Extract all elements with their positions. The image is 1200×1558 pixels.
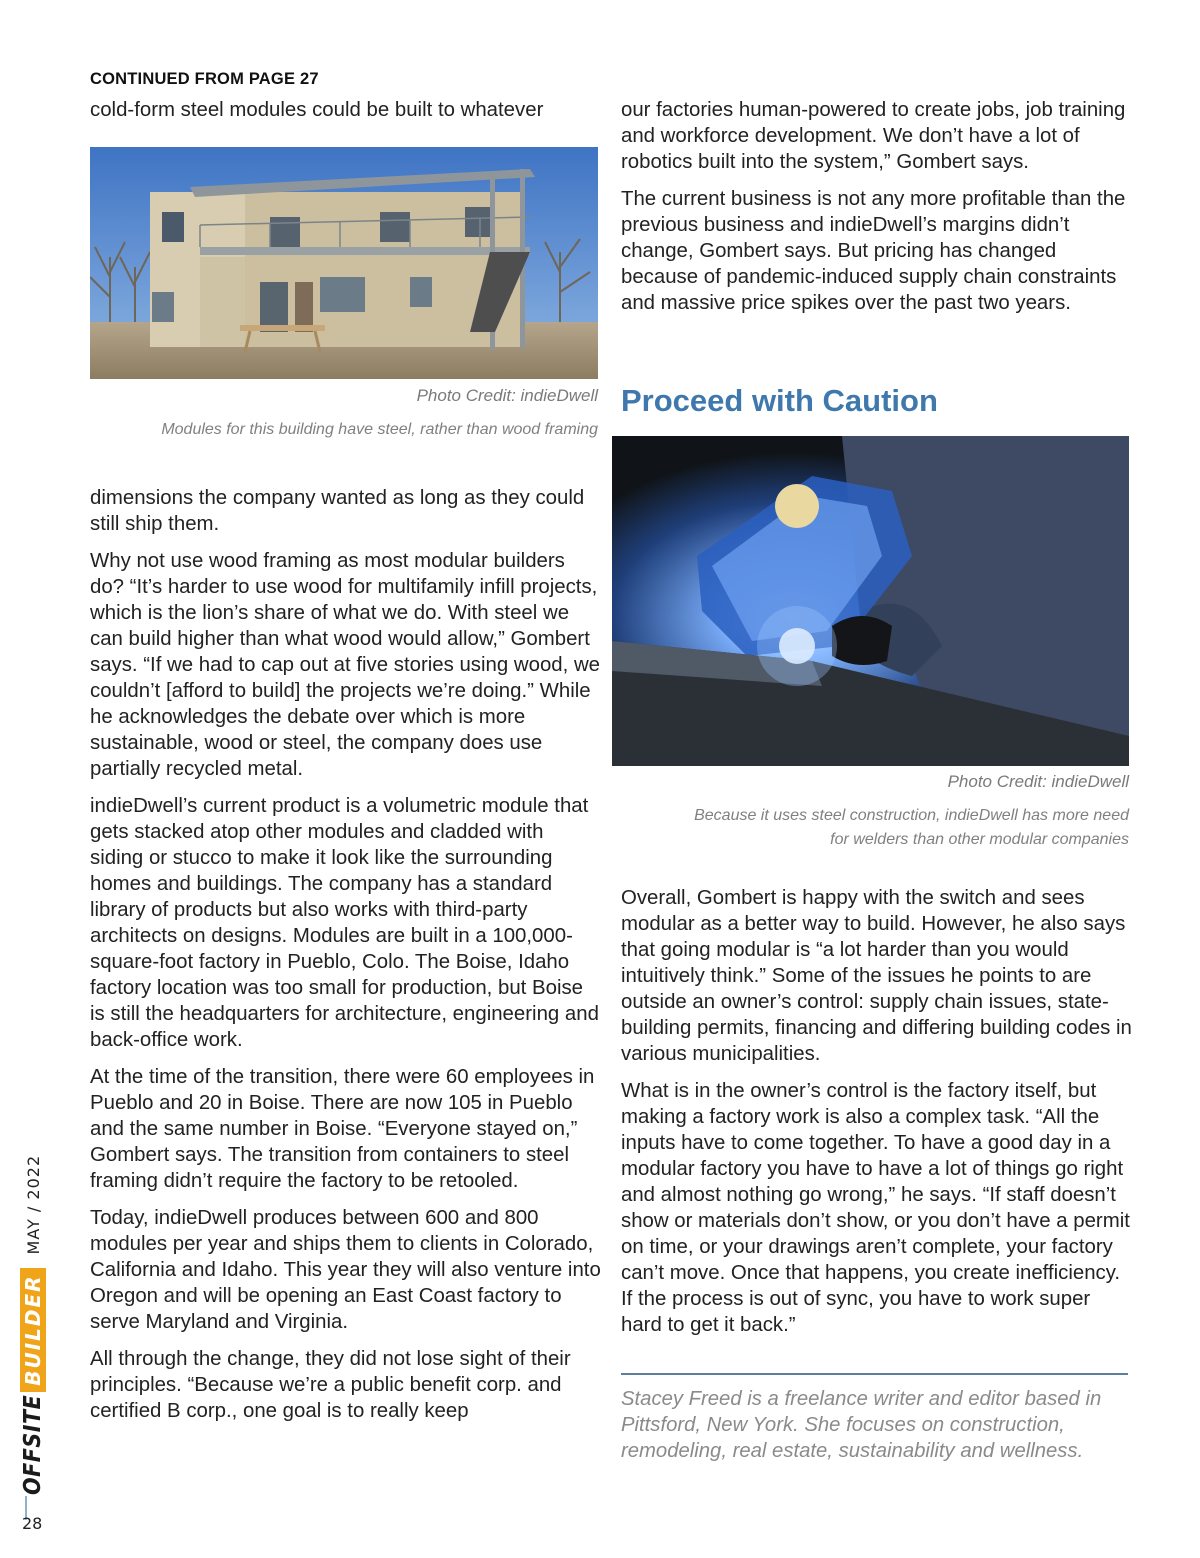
masthead-builder: BUILDER <box>20 1268 46 1391</box>
masthead-date: MAY / 2022 <box>23 1154 43 1255</box>
right-paragraph-1: our factories human-powered to create jobs, job training and workforce development. We don’t have a lot of robotics built into the system,” Gombert says. <box>621 99 1126 173</box>
left-paragraph-top: cold-form steel modules could be built to whatever <box>90 99 544 121</box>
right-paragraph-2: The current business is not any more profitable than the previous business and indieDwell’s margins didn’t change, Gombert says. But pricing has changed because of pandemic-induced supply chain constraints and massive price spikes over the past two years. <box>621 188 1126 314</box>
continued-from-label: CONTINUED FROM PAGE 27 <box>90 70 319 88</box>
left-paragraph-5: Today, indieDwell produces between 600 and 800 modules per year and ships them to clients in Colorado, California and Idaho. This year they will also venture into Oregon and will be opening an East Coast factory to serve Maryland and Virginia. <box>90 1207 601 1333</box>
left-paragraph-3: indieDwell’s current product is a volumetric module that gets stacked atop other modules and cladded with siding or stucco to make it look like the surrounding homes and buildings. The company has a standard library of products but also works with third-party architects on designs. Modules are built in a 100,000-square-foot factory in Pueblo, Colo. The Boise, Idaho factory location was too small for production, but Boise is still the headquarters for architecture, engineering and back-office work. <box>90 795 599 1051</box>
photo1-credit: Photo Credit: indieDwell <box>416 386 598 405</box>
building-photo <box>90 147 598 379</box>
welder-photo-graphic <box>612 436 1129 766</box>
photo1-caption: Modules for this building have steel, rather than wood framing <box>161 421 598 438</box>
right-column-top <box>621 97 1133 327</box>
photo2-credit: Photo Credit: indieDwell <box>947 772 1129 791</box>
left-column-body <box>90 485 602 1435</box>
author-bio: Stacey Freed is a freelance writer and editor based in Pittsford, New York. She focuses on construction, remodeling, real estate, sustainability and wellness. <box>621 1388 1102 1462</box>
building-photo-graphic <box>90 147 598 379</box>
page-number: 28 <box>22 1514 43 1533</box>
photo2-caption-line2: for welders than other modular companies <box>830 831 1129 848</box>
bio-divider <box>621 1373 1128 1375</box>
left-paragraph-4: At the time of the transition, there were 60 employees in Pueblo and 20 in Boise. There are now 105 in Pueblo and the same number in Boise. “Everyone stayed on,” Gombert says. The transition from containers to steel framing didn’t require the factory to be retooled. <box>90 1066 595 1192</box>
right-paragraph-4: What is in the owner’s control is the factory itself, but making a factory work is also a complex task. “All the inputs have to come together. To have a good day in a modular factory you have to have a lot of things go right and almost nothing go wrong,” he says. “If staff doesn’t show or materials don’t show, or you don’t have a permit on time, or your drawings aren’t complete, your factory can’t move. Once that happens, you create inefficiency. If the process is out of sync, you have to work super hard to get it back.” <box>621 1080 1130 1336</box>
masthead-offsite: OFFSITE <box>20 1394 46 1495</box>
left-paragraph-6: All through the change, they did not lose sight of their principles. “Because we’re a public benefit corp. and certified B corp., one goal is to really keep <box>90 1348 571 1422</box>
photo2-caption-line1: Because it uses steel construction, indieDwell has more need <box>694 807 1129 824</box>
welder-photo <box>612 436 1129 766</box>
right-paragraph-3: Overall, Gombert is happy with the switch and sees modular as a better way to build. However, he also says that going modular is “a lot harder than you would intuitively think.” Some of the issues he points to are outside an owner’s control: supply chain issues, state-building permits, financing and differing building codes in various municipalities. <box>621 887 1132 1065</box>
section-heading: Proceed with Caution <box>621 383 938 418</box>
left-paragraph-2: Why not use wood framing as most modular builders do? “It’s harder to use wood for multifamily infill projects, which is the lion’s share of what we do. With steel we can build higher than what wood would allow,” Gombert says. “If we had to cap out at five stories using wood, we couldn’t [afford to build] the projects we’re doing.” While he acknowledges the debate over which is more sustainable, wood or steel, the company does use partially recycled metal. <box>90 550 601 780</box>
left-paragraph-1: dimensions the company wanted as long as they could still ship them. <box>90 487 585 535</box>
photo2-caption <box>600 804 1129 852</box>
right-column-bottom <box>621 885 1133 1349</box>
masthead-vertical <box>16 1075 50 1495</box>
